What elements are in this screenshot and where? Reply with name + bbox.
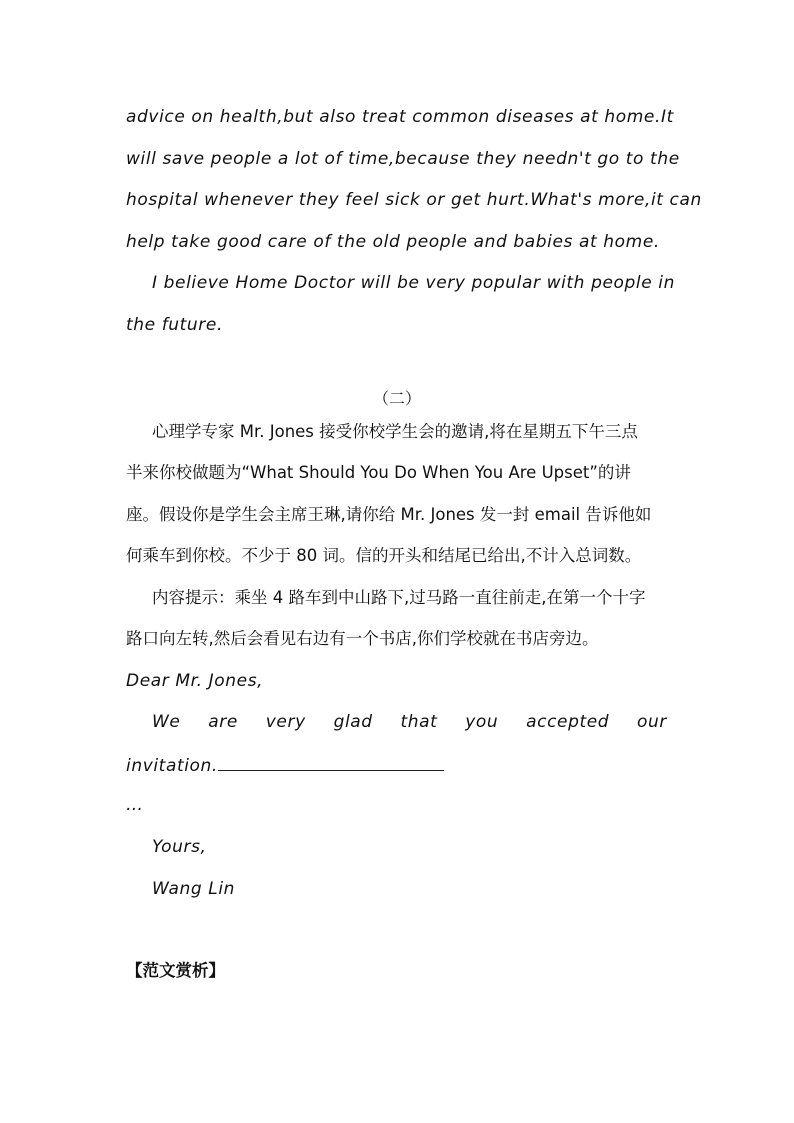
- letter-word: very: [265, 712, 306, 732]
- letter-word: accepted: [526, 712, 610, 732]
- letter-word: that: [400, 712, 438, 732]
- letter-greeting: Dear Mr. Jones,: [126, 671, 264, 691]
- letter-body-line-2: [126, 752, 444, 778]
- essay-line-6: the future.: [126, 315, 223, 335]
- prompt-line-1: 心理学专家 Mr. Jones 接受你校学生会的邀请,将在星期五下午三点: [152, 422, 638, 441]
- task-heading: （二）: [372, 389, 421, 408]
- section-label: 【范文赏析】: [126, 961, 225, 980]
- letter-closing: Yours,: [152, 837, 207, 857]
- prompt-line-3: 座。假设你是学生会主席王琳,请你给 Mr. Jones 发一封 email 告诉他如: [126, 505, 652, 524]
- letter-word: glad: [333, 712, 373, 732]
- invitation-text: invitation.: [126, 756, 218, 776]
- prompt-line-2: 半来你校做题为“What Should You Do When You Are Upset”的讲: [126, 463, 631, 482]
- essay-line-5: I believe Home Doctor will be very popular with people in: [152, 273, 675, 293]
- prompt-line-4: 何乘车到你校。不少于 80 词。信的开头和结尾已给出,不计入总词数。: [126, 546, 642, 565]
- essay-line-2: will save people a lot of time,because they needn't go to the: [126, 149, 680, 169]
- letter-body-line-1: [152, 710, 667, 734]
- letter-word: are: [208, 712, 238, 732]
- answer-blank: [218, 752, 444, 771]
- letter-ellipsis: …: [126, 795, 144, 815]
- letter-word: We: [152, 712, 181, 732]
- letter-word: our: [637, 712, 667, 732]
- essay-line-1: advice on health,but also treat common diseases at home.It: [126, 107, 674, 127]
- letter-word: you: [465, 712, 499, 732]
- essay-line-3: hospital whenever they feel sick or get hurt.What's more,it can: [126, 190, 702, 210]
- hint-line-1: 内容提示：乘坐 4 路车到中山路下,过马路一直往前走,在第一个十字: [152, 588, 646, 607]
- hint-line-2: 路口向左转,然后会看见右边有一个书店,你们学校就在书店旁边。: [126, 629, 599, 648]
- letter-signature: Wang Lin: [152, 879, 236, 899]
- essay-line-4: help take good care of the old people and babies at home.: [126, 232, 660, 252]
